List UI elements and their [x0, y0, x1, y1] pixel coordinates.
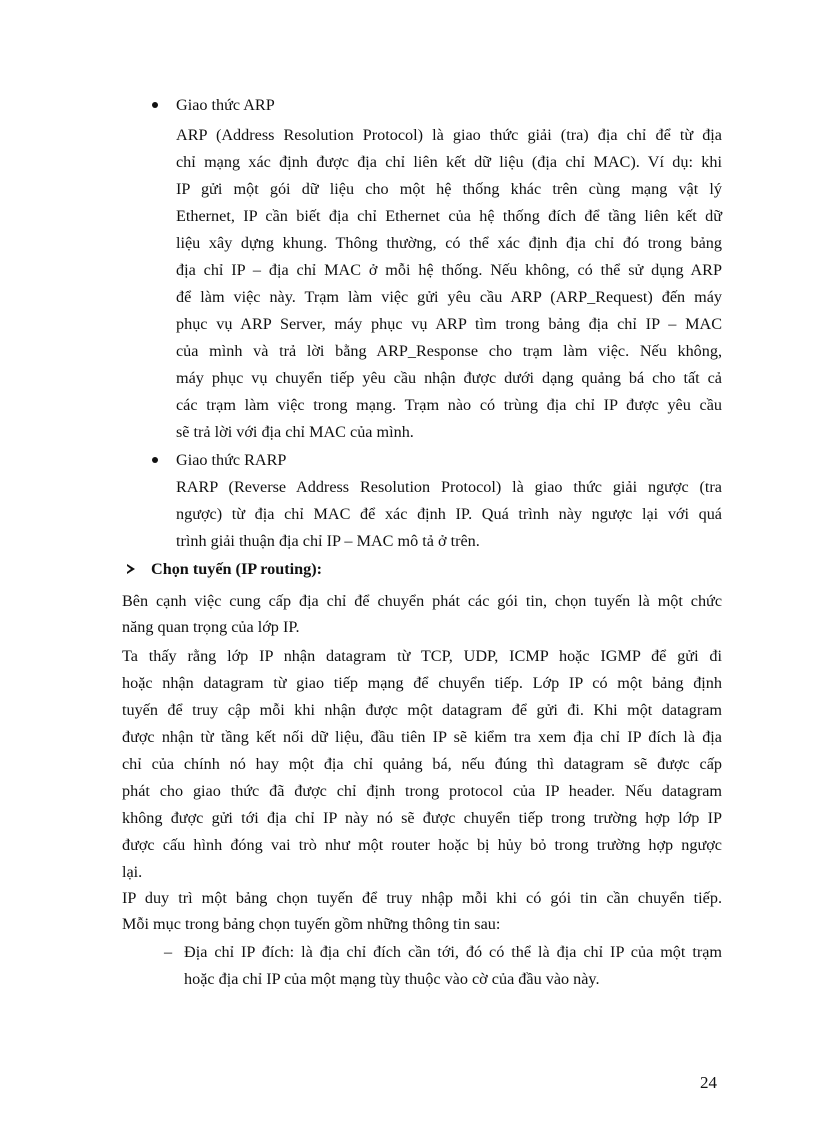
arp-line: máy phục vụ chuyển tiếp yêu cầu nhận được dưới dạng quảng bá cho tất cả [176, 369, 722, 387]
rarp-line: RARP (Reverse Address Resolution Protocol) là giao thức giải ngược (tra [176, 478, 722, 496]
arp-line: liệu xây dựng khung. Thông thường, có thể xác định địa chỉ đó trong bảng [176, 234, 722, 252]
routing-para2-line: được cấu hình đóng vai trò như một router hoặc bị hủy bỏ trong trường hợp ngược [122, 836, 722, 854]
routing-para2-line: không được gửi tới địa chỉ IP này nó sẽ được chuyển tiếp trong trường hợp lớp IP [122, 809, 722, 827]
routing-para3-line: Mỗi mục trong bảng chọn tuyến gồm những thông tin sau: [122, 915, 501, 933]
routing-para2-line: tuyến để truy cập mỗi khi nhận được một datagram để gửi đi. Khi một datagram [122, 701, 722, 719]
routing-para2-line: Ta thấy rằng lớp IP nhận datagram từ TCP, UDP, ICMP hoặc IGMP để gửi đi [122, 647, 722, 665]
arp-line: sẽ trả lời với địa chỉ MAC của mình. [176, 423, 414, 441]
routing-para3-line: IP duy trì một bảng chọn tuyến để truy nhập mỗi khi có gói tin cần chuyển tiếp. [122, 889, 722, 907]
routing-para2-line: phát cho giao thức đã được chỉ định trong protocol của IP header. Nếu datagram [122, 782, 722, 800]
arp-line: Ethernet, IP cần biết địa chỉ Ethernet của hệ thống đích để tầng liên kết dữ [176, 207, 722, 225]
routing-para2-line: chỉ của chính nó hay một địa chỉ quảng bá, nếu đúng thì datagram sẽ được cấp [122, 755, 722, 773]
rarp-line: ngược) từ địa chỉ MAC để xác định IP. Quá trình này ngược lại với quá [176, 505, 722, 523]
bullet-icon [152, 102, 158, 108]
routing-para2-line: lại. [122, 863, 143, 881]
dash-item-line: Địa chỉ IP đích: là địa chỉ đích cần tới, đó có thể là địa chỉ IP của một trạm [184, 943, 722, 961]
arp-line: ARP (Address Resolution Protocol) là giao thức giải (tra) địa chỉ để từ địa [176, 126, 722, 144]
bullet-icon [152, 457, 158, 463]
routing-para1-line: năng quan trọng của lớp IP. [122, 618, 300, 636]
page-number: 24 [700, 1073, 717, 1092]
arp-heading: Giao thức ARP [176, 96, 275, 114]
dash-bullet-icon: – [164, 943, 173, 961]
arp-line: của mình và trả lời bằng ARP_Response cho trạm làm việc. Nếu không, [176, 342, 722, 360]
arp-line: phục vụ ARP Server, máy phục vụ ARP tìm trong bảng địa chỉ IP – MAC [176, 315, 722, 333]
routing-heading: Chọn tuyến (IP routing): [151, 560, 323, 578]
arp-line: địa chỉ IP – địa chỉ MAC ở mỗi hệ thống. Nếu không, có thể sử dụng ARP [176, 261, 722, 279]
rarp-line: trình giải thuận địa chỉ IP – MAC mô tả ở trên. [176, 532, 480, 550]
arp-line: chỉ mạng xác định được địa chỉ liên kết dữ liệu (địa chỉ MAC). Ví dụ: khi [176, 153, 722, 171]
arp-line: để làm việc này. Trạm làm việc gửi yêu cầu ARP (ARP_Request) đến máy [176, 288, 722, 306]
routing-para1-line: Bên cạnh việc cung cấp địa chỉ để chuyển phát các gói tin, chọn tuyến là một chức [122, 592, 722, 610]
arrow-bullet-icon [127, 564, 135, 574]
arp-line: IP gửi một gói dữ liệu cho một hệ thống khác trên cùng mạng vật lý [176, 180, 722, 198]
routing-para2-line: hoặc nhận datagram từ giao tiếp mạng để chuyển tiếp. Lớp IP có một bảng định [122, 674, 722, 692]
dash-item-line: hoặc địa chỉ IP của một mạng tùy thuộc vào cờ của đầu vào này. [184, 970, 600, 988]
rarp-heading: Giao thức RARP [176, 451, 287, 469]
arp-line: các trạm làm việc trong mạng. Trạm nào có trùng địa chỉ IP được yêu cầu [176, 396, 722, 414]
routing-para2-line: được nhận từ tầng kết nối dữ liệu, đầu tiên IP sẽ kiểm tra xem địa chỉ IP đích là địa [122, 728, 722, 746]
